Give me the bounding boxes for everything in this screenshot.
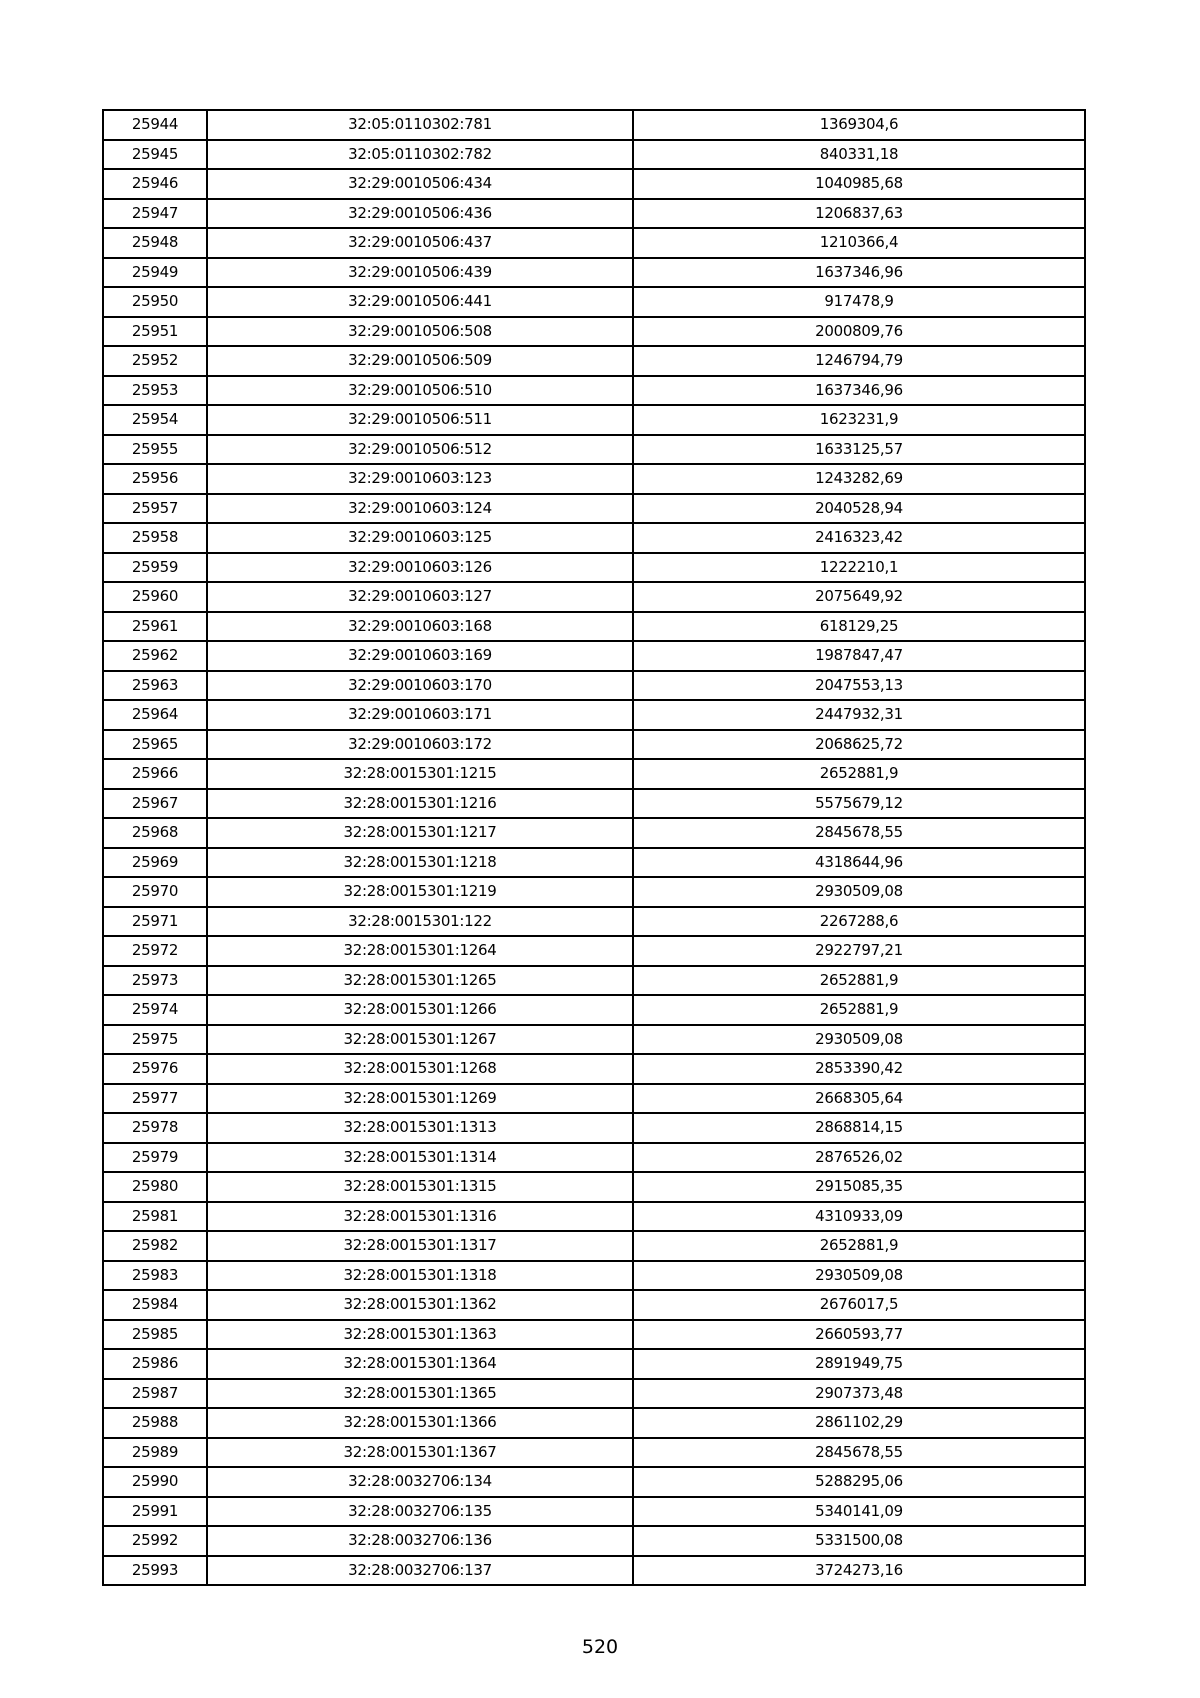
cadastral-number-cell: 32:28:0015301:1267 [207,1025,633,1055]
cadastral-number-cell: 32:28:0015301:1367 [207,1438,633,1468]
value-cell: 4310933,09 [633,1202,1085,1232]
cadastral-number-cell: 32:29:0010603:168 [207,612,633,642]
row-number-cell: 25968 [103,818,207,848]
cadastral-number-cell: 32:29:0010506:512 [207,435,633,465]
value-cell: 1633125,57 [633,435,1085,465]
table-row [103,405,1085,435]
table-row [103,435,1085,465]
value-cell: 2660593,77 [633,1320,1085,1350]
cadastral-number-cell: 32:28:0015301:1317 [207,1231,633,1261]
cadastral-number-cell: 32:28:0015301:1366 [207,1408,633,1438]
row-number-cell: 25969 [103,848,207,878]
cadastral-number-cell: 32:28:0032706:137 [207,1556,633,1586]
row-number-cell: 25952 [103,346,207,376]
value-cell: 2668305,64 [633,1084,1085,1114]
cadastral-number-cell: 32:28:0015301:1365 [207,1379,633,1409]
value-cell: 2907373,48 [633,1379,1085,1409]
table-row [103,612,1085,642]
value-cell: 5331500,08 [633,1526,1085,1556]
row-number-cell: 25951 [103,317,207,347]
cadastral-number-cell: 32:29:0010603:127 [207,582,633,612]
value-cell: 2930509,08 [633,877,1085,907]
row-number-cell: 25978 [103,1113,207,1143]
value-cell: 2652881,9 [633,1231,1085,1261]
row-number-cell: 25993 [103,1556,207,1586]
row-number-cell: 25958 [103,523,207,553]
value-cell: 2652881,9 [633,759,1085,789]
table-row [103,1084,1085,1114]
value-cell: 618129,25 [633,612,1085,642]
cadastral-number-cell: 32:28:0015301:1265 [207,966,633,996]
value-cell: 2861102,29 [633,1408,1085,1438]
table-row [103,346,1085,376]
cadastral-number-cell: 32:28:0015301:1268 [207,1054,633,1084]
value-cell: 1222210,1 [633,553,1085,583]
table-row [103,907,1085,937]
table-row [103,1497,1085,1527]
value-cell: 2000809,76 [633,317,1085,347]
value-cell: 2930509,08 [633,1261,1085,1291]
table-row [103,1467,1085,1497]
table-row [103,523,1085,553]
row-number-cell: 25982 [103,1231,207,1261]
table-row [103,1320,1085,1350]
value-cell: 2676017,5 [633,1290,1085,1320]
row-number-cell: 25974 [103,995,207,1025]
table-row [103,1202,1085,1232]
table-row [103,287,1085,317]
row-number-cell: 25976 [103,1054,207,1084]
row-number-cell: 25986 [103,1349,207,1379]
cadastral-number-cell: 32:28:0015301:1264 [207,936,633,966]
row-number-cell: 25985 [103,1320,207,1350]
row-number-cell: 25973 [103,966,207,996]
row-number-cell: 25959 [103,553,207,583]
cadastral-number-cell: 32:28:0015301:1218 [207,848,633,878]
value-cell: 2267288,6 [633,907,1085,937]
table-row [103,582,1085,612]
cadastral-number-cell: 32:28:0032706:134 [207,1467,633,1497]
row-number-cell: 25967 [103,789,207,819]
table-body [103,110,1085,1585]
row-number-cell: 25980 [103,1172,207,1202]
table-row [103,966,1085,996]
cadastral-number-cell: 32:28:0015301:1362 [207,1290,633,1320]
cadastral-number-cell: 32:28:0015301:1219 [207,877,633,907]
table-row [103,641,1085,671]
table-row [103,936,1085,966]
value-cell: 2652881,9 [633,995,1085,1025]
table-row [103,376,1085,406]
row-number-cell: 25975 [103,1025,207,1055]
value-cell: 840331,18 [633,140,1085,170]
cadastral-number-cell: 32:29:0010603:170 [207,671,633,701]
row-number-cell: 25954 [103,405,207,435]
cadastral-number-cell: 32:29:0010506:437 [207,228,633,258]
row-number-cell: 25956 [103,464,207,494]
cadastral-number-cell: 32:28:0015301:1364 [207,1349,633,1379]
value-cell: 4318644,96 [633,848,1085,878]
cadastral-number-cell: 32:05:0110302:781 [207,110,633,140]
value-cell: 1040985,68 [633,169,1085,199]
table-row [103,1025,1085,1055]
row-number-cell: 25965 [103,730,207,760]
table-row [103,1231,1085,1261]
cadastral-number-cell: 32:28:0015301:1266 [207,995,633,1025]
value-cell: 2447932,31 [633,700,1085,730]
row-number-cell: 25990 [103,1467,207,1497]
cadastral-number-cell: 32:28:0015301:1314 [207,1143,633,1173]
cadastral-number-cell: 32:28:0032706:135 [207,1497,633,1527]
value-cell: 1637346,96 [633,376,1085,406]
value-cell: 1623231,9 [633,405,1085,435]
table-row [103,553,1085,583]
row-number-cell: 25950 [103,287,207,317]
cadastral-number-cell: 32:29:0010506:439 [207,258,633,288]
row-number-cell: 25955 [103,435,207,465]
cadastral-number-cell: 32:29:0010506:511 [207,405,633,435]
row-number-cell: 25989 [103,1438,207,1468]
row-number-cell: 25953 [103,376,207,406]
row-number-cell: 25945 [103,140,207,170]
value-cell: 5575679,12 [633,789,1085,819]
table-row [103,1526,1085,1556]
row-number-cell: 25983 [103,1261,207,1291]
value-cell: 1243282,69 [633,464,1085,494]
row-number-cell: 25991 [103,1497,207,1527]
value-cell: 1210366,4 [633,228,1085,258]
table-row [103,700,1085,730]
table-row [103,1261,1085,1291]
table-row [103,110,1085,140]
table-row [103,317,1085,347]
cadastral-number-cell: 32:28:0015301:1215 [207,759,633,789]
cadastral-number-cell: 32:29:0010603:126 [207,553,633,583]
table-row [103,789,1085,819]
row-number-cell: 25948 [103,228,207,258]
value-cell: 5340141,09 [633,1497,1085,1527]
table-row [103,818,1085,848]
row-number-cell: 25972 [103,936,207,966]
cadastral-number-cell: 32:29:0010603:172 [207,730,633,760]
table-row [103,759,1085,789]
value-cell: 1369304,6 [633,110,1085,140]
cadastral-number-cell: 32:28:0015301:1216 [207,789,633,819]
table-row [103,494,1085,524]
cadastral-number-cell: 32:29:0010603:124 [207,494,633,524]
table-row [103,199,1085,229]
cadastre-value-table [102,109,1086,1586]
table-row [103,1143,1085,1173]
cadastral-number-cell: 32:29:0010603:123 [207,464,633,494]
table-row [103,258,1085,288]
cadastral-number-cell: 32:29:0010506:441 [207,287,633,317]
row-number-cell: 25961 [103,612,207,642]
value-cell: 2845678,55 [633,1438,1085,1468]
row-number-cell: 25987 [103,1379,207,1409]
cadastral-number-cell: 32:28:0015301:1269 [207,1084,633,1114]
table-row [103,228,1085,258]
table-row [103,140,1085,170]
cadastral-number-cell: 32:28:0015301:1316 [207,1202,633,1232]
value-cell: 2853390,42 [633,1054,1085,1084]
value-cell: 2047553,13 [633,671,1085,701]
row-number-cell: 25970 [103,877,207,907]
value-cell: 1987847,47 [633,641,1085,671]
cadastral-number-cell: 32:29:0010603:169 [207,641,633,671]
cadastral-number-cell: 32:29:0010506:508 [207,317,633,347]
row-number-cell: 25979 [103,1143,207,1173]
table-row [103,169,1085,199]
value-cell: 1206837,63 [633,199,1085,229]
row-number-cell: 25988 [103,1408,207,1438]
cadastral-number-cell: 32:29:0010506:436 [207,199,633,229]
value-cell: 1246794,79 [633,346,1085,376]
value-cell: 2652881,9 [633,966,1085,996]
table-row [103,1054,1085,1084]
table-row [103,1172,1085,1202]
row-number-cell: 25949 [103,258,207,288]
table-row [103,730,1085,760]
cadastral-number-cell: 32:29:0010506:434 [207,169,633,199]
value-cell: 2868814,15 [633,1113,1085,1143]
table-row [103,877,1085,907]
cadastral-number-cell: 32:28:0015301:1315 [207,1172,633,1202]
cadastral-number-cell: 32:29:0010506:510 [207,376,633,406]
table-row [103,1349,1085,1379]
value-cell: 5288295,06 [633,1467,1085,1497]
row-number-cell: 25966 [103,759,207,789]
row-number-cell: 25992 [103,1526,207,1556]
value-cell: 2845678,55 [633,818,1085,848]
row-number-cell: 25963 [103,671,207,701]
table-row [103,995,1085,1025]
cadastral-number-cell: 32:28:0032706:136 [207,1526,633,1556]
cadastral-number-cell: 32:28:0015301:1313 [207,1113,633,1143]
value-cell: 2876526,02 [633,1143,1085,1173]
row-number-cell: 25957 [103,494,207,524]
row-number-cell: 25962 [103,641,207,671]
cadastral-number-cell: 32:29:0010603:171 [207,700,633,730]
value-cell: 917478,9 [633,287,1085,317]
table-row [103,1408,1085,1438]
row-number-cell: 25944 [103,110,207,140]
cadastral-number-cell: 32:29:0010506:509 [207,346,633,376]
value-cell: 2040528,94 [633,494,1085,524]
value-cell: 2068625,72 [633,730,1085,760]
row-number-cell: 25981 [103,1202,207,1232]
value-cell: 2930509,08 [633,1025,1085,1055]
value-cell: 2922797,21 [633,936,1085,966]
row-number-cell: 25971 [103,907,207,937]
table-row [103,848,1085,878]
row-number-cell: 25977 [103,1084,207,1114]
table-row [103,1438,1085,1468]
value-cell: 2075649,92 [633,582,1085,612]
row-number-cell: 25946 [103,169,207,199]
cadastral-number-cell: 32:28:0015301:1318 [207,1261,633,1291]
row-number-cell: 25960 [103,582,207,612]
row-number-cell: 25984 [103,1290,207,1320]
cadastral-number-cell: 32:29:0010603:125 [207,523,633,553]
table-row [103,464,1085,494]
table-row [103,1556,1085,1586]
cadastral-number-cell: 32:05:0110302:782 [207,140,633,170]
table-row [103,1290,1085,1320]
table-row [103,1379,1085,1409]
value-cell: 2891949,75 [633,1349,1085,1379]
cadastral-number-cell: 32:28:0015301:122 [207,907,633,937]
table-row [103,1113,1085,1143]
cadastral-number-cell: 32:28:0015301:1217 [207,818,633,848]
value-cell: 2416323,42 [633,523,1085,553]
row-number-cell: 25964 [103,700,207,730]
value-cell: 1637346,96 [633,258,1085,288]
value-cell: 2915085,35 [633,1172,1085,1202]
page-number: 520 [581,1636,619,1658]
value-cell: 3724273,16 [633,1556,1085,1586]
table-row [103,671,1085,701]
row-number-cell: 25947 [103,199,207,229]
cadastral-number-cell: 32:28:0015301:1363 [207,1320,633,1350]
